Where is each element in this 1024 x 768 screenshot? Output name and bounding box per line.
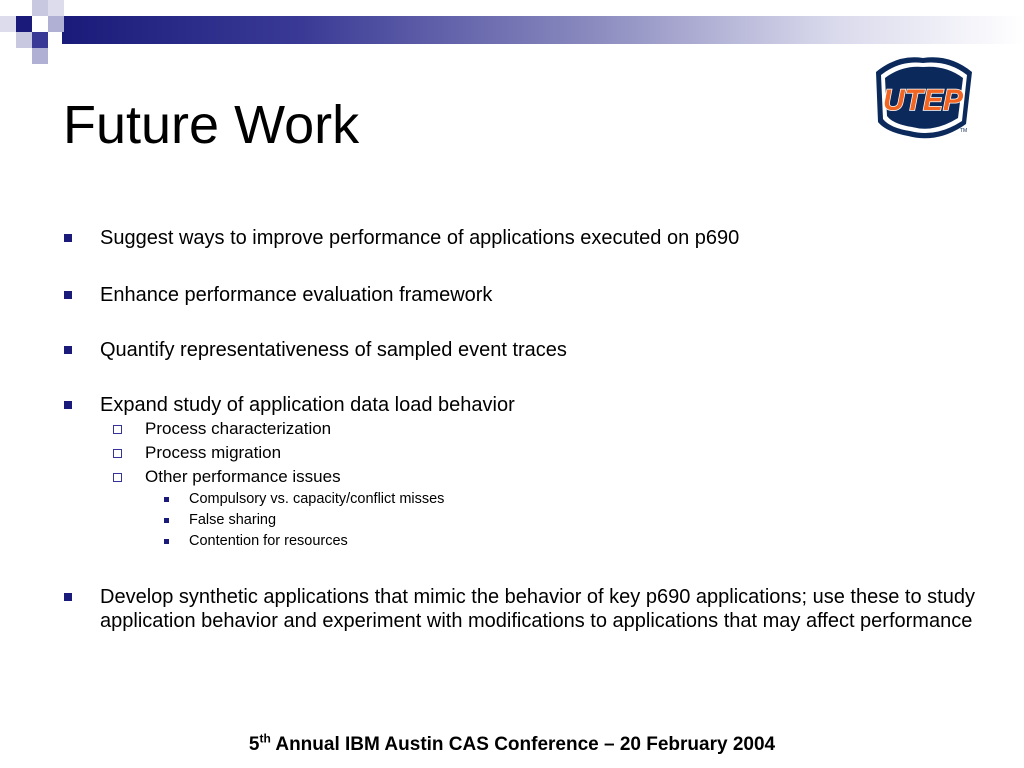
square-bullet-icon [64,401,72,409]
sub-sub-bullet-item [62,510,982,531]
logo-trademark: TM [960,128,968,134]
footer-number: 5 [248,734,260,755]
slide-footer [0,731,1024,756]
hollow-square-bullet-icon [113,449,122,458]
sub-sub-bullet-item [62,489,982,510]
small-square-bullet-icon [164,497,169,502]
footer-superscript: th [259,731,271,746]
logo-text: UTEP [882,84,964,117]
slide-title: Future Work [63,95,360,156]
bullet-text: Suggest ways to improve performance of applications executed on p690 [100,227,740,249]
small-square-bullet-icon [164,518,169,523]
sub-sub-bullet-item [62,531,982,552]
bullet-item [62,393,982,417]
square-bullet-icon [64,291,72,299]
bullet-item [62,283,982,307]
bullet-text: Quantify representativeness of sampled event traces [100,339,567,361]
deco-square [32,0,48,16]
footer-text: Annual IBM Austin CAS Conference – 20 February 2004 [270,734,776,755]
deco-square [16,32,32,48]
sub-bullet-text: Process migration [145,443,282,462]
bullet-text: Develop synthetic applications that mimic the behavior of key p690 applications; use these to study application behavior and experiment with modifications to applications that may affect performance [100,586,975,632]
sub-bullet-text: Process characterization [145,419,332,438]
sub-bullet-item [62,465,982,489]
square-bullet-icon [64,593,72,601]
bullet-text: Enhance performance evaluation framework [100,284,493,306]
header-gradient-bar [62,16,1024,44]
utep-logo [868,52,978,142]
sub-bullet-item [62,441,982,465]
deco-square [32,48,48,64]
hollow-square-bullet-icon [113,473,122,482]
deco-square [48,0,64,16]
bullet-item [62,338,982,362]
deco-square [0,16,16,32]
small-square-bullet-icon [164,539,169,544]
deco-square [32,32,48,48]
sub-bullet-text: Other performance issues [145,467,341,486]
deco-square [16,16,32,32]
bullet-item [62,585,982,633]
bullet-item [62,226,982,250]
sub-sub-bullet-text: Compulsory vs. capacity/conflict misses [189,491,445,507]
bullet-text: Expand study of application data load behavior [100,394,515,416]
sub-sub-bullet-text: False sharing [189,512,277,528]
bullet-list [62,226,982,633]
square-bullet-icon [64,346,72,354]
sub-bullet-item [62,417,982,441]
deco-square [48,16,64,32]
sub-sub-bullet-text: Contention for resources [189,533,348,549]
hollow-square-bullet-icon [113,425,122,434]
square-bullet-icon [64,234,72,242]
